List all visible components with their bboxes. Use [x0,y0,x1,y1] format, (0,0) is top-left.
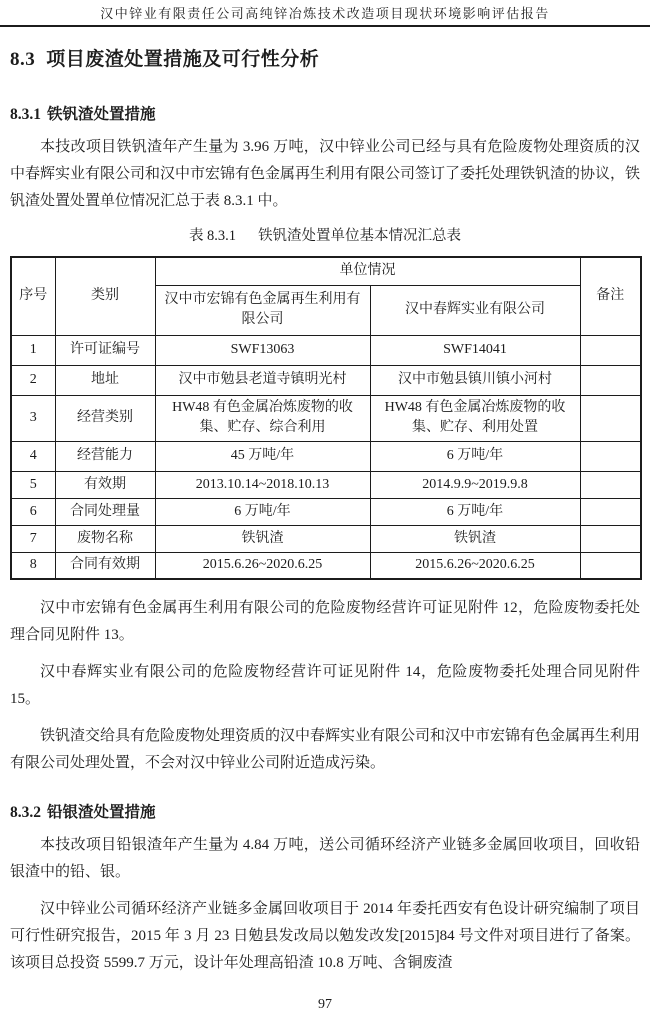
subsection-heading-text: 铁钒渣处置措施 [47,106,156,123]
cell-category: 废物名称 [55,525,155,552]
table-caption-title: 铁钒渣处置单位基本情况汇总表 [258,228,462,244]
cell-value1: 铁钒渣 [155,525,370,552]
table-caption [10,224,640,245]
cell-value2: 6 万吨/年 [370,498,580,525]
cell-value2: 2015.6.26~2020.6.25 [370,552,580,579]
cell-no: 2 [11,365,55,395]
paragraph-iron-vanadium-intro: 本技改项目铁钒渣年产生量为 3.96 万吨，汉中锌业公司已经与具有危险废物处理资质的汉中春辉实业有限公司和汉中市宏锦有色金属再生利用有限公司签订了委托处理铁钒渣的协议，铁钒渣处置处置单位情况汇总于表 8.3.1 中。 [10,139,641,209]
cell-category: 有效期 [55,471,155,498]
paragraph-recycling-project: 汉中锌业公司循环经济产业链多金属回收项目于 2014 年委托西安有色设计研究编制了项目可行性研究报告，2015 年 3 月 23 日勉县发改局以勉发改发[2015]84 号文件对项目进行了备案。该项目总投资 5599.7 万元，设计年处理高铅渣 10.8 万吨、含铜废渣 [10,901,640,971]
cell-remark [580,365,641,395]
cell-value1: 6 万吨/年 [155,498,370,525]
header-cell-category: 类别 [55,257,155,335]
cell-remark [580,395,641,441]
table-row [11,552,641,579]
disposal-units-table [10,256,642,580]
section-heading-text: 项目废渣处置措施及可行性分析 [46,49,320,70]
header-cell-company1: 汉中市宏锦有色金属再生利用有限公司 [155,285,370,335]
cell-value1: SWF13063 [155,335,370,365]
table-row [11,498,641,525]
cell-no: 3 [11,395,55,441]
cell-category: 许可证编号 [55,335,155,365]
cell-no: 5 [11,471,55,498]
table-row [11,395,641,441]
header-cell-unit-info: 单位情况 [155,257,580,285]
table-row [11,525,641,552]
table-header-row-group [11,257,641,285]
table-row [11,365,641,395]
cell-value1: HW48 有色金属冶炼废物的收集、贮存、综合利用 [155,395,370,441]
cell-value2: HW48 有色金属冶炼废物的收集、贮存、利用处置 [370,395,580,441]
page-number: 97 [318,997,332,1012]
subsection-heading-8-3-2 [10,800,640,822]
cell-value2: 2014.9.9~2019.9.8 [370,471,580,498]
cell-category: 经营能力 [55,441,155,471]
table-caption-label: 表 8.3.1 [188,228,237,244]
running-header-title: 汉中锌业有限责任公司高纯锌冶炼技术改造项目现状环境影响评估报告 [100,6,550,21]
cell-category: 合同处理量 [55,498,155,525]
table-row [11,441,641,471]
subsection-heading-number: 8.3.2 [10,804,41,821]
section-heading-8-3 [10,44,640,71]
cell-category: 合同有效期 [55,552,155,579]
cell-remark [580,441,641,471]
cell-value2: SWF14041 [370,335,580,365]
cell-remark [580,525,641,552]
subsection-heading-8-3-1 [10,102,640,124]
cell-remark [580,498,641,525]
subsection-heading-number: 8.3.1 [10,106,41,123]
cell-no: 7 [11,525,55,552]
cell-value2: 铁钒渣 [370,525,580,552]
header-cell-company2: 汉中春辉实业有限公司 [370,285,580,335]
cell-no: 1 [11,335,55,365]
paragraph-no-pollution: 铁钒渣交给具有危险废物处理资质的汉中春辉实业有限公司和汉中市宏锦有色金属再生利用有限公司处理处置，不会对汉中锌业公司附近造成污染。 [10,728,641,771]
table-row [11,335,641,365]
header-rule-divider [0,25,650,27]
header-cell-remark: 备注 [580,257,641,335]
section-heading-number: 8.3 [10,49,36,70]
cell-remark [580,335,641,365]
cell-value1: 2013.10.14~2018.10.13 [155,471,370,498]
cell-category: 地址 [55,365,155,395]
paragraph-hongjin-permit: 汉中市宏锦有色金属再生利用有限公司的危险废物经营许可证见附件 12，危险废物委托处理合同见附件 13。 [10,600,640,643]
cell-remark [580,471,641,498]
paragraph-chunhui-permit: 汉中春辉实业有限公司的危险废物经营许可证见附件 14，危险废物委托处理合同见附件 15。 [10,664,640,707]
cell-no: 8 [11,552,55,579]
table-row [11,471,641,498]
cell-category: 经营类别 [55,395,155,441]
cell-no: 4 [11,441,55,471]
cell-value1: 2015.6.26~2020.6.25 [155,552,370,579]
cell-no: 6 [11,498,55,525]
cell-remark [580,552,641,579]
paragraph-lead-silver-intro: 本技改项目铅银渣年产生量为 4.84 万吨，送公司循环经济产业链多金属回收项目，回收铅银渣中的铅、银。 [10,837,640,880]
cell-value1: 汉中市勉县老道寺镇明光村 [155,365,370,395]
cell-value2: 汉中市勉县镇川镇小河村 [370,365,580,395]
subsection-heading-text: 铅银渣处置措施 [47,804,156,821]
header-cell-seq: 序号 [11,257,55,335]
cell-value2: 6 万吨/年 [370,441,580,471]
cell-value1: 45 万吨/年 [155,441,370,471]
